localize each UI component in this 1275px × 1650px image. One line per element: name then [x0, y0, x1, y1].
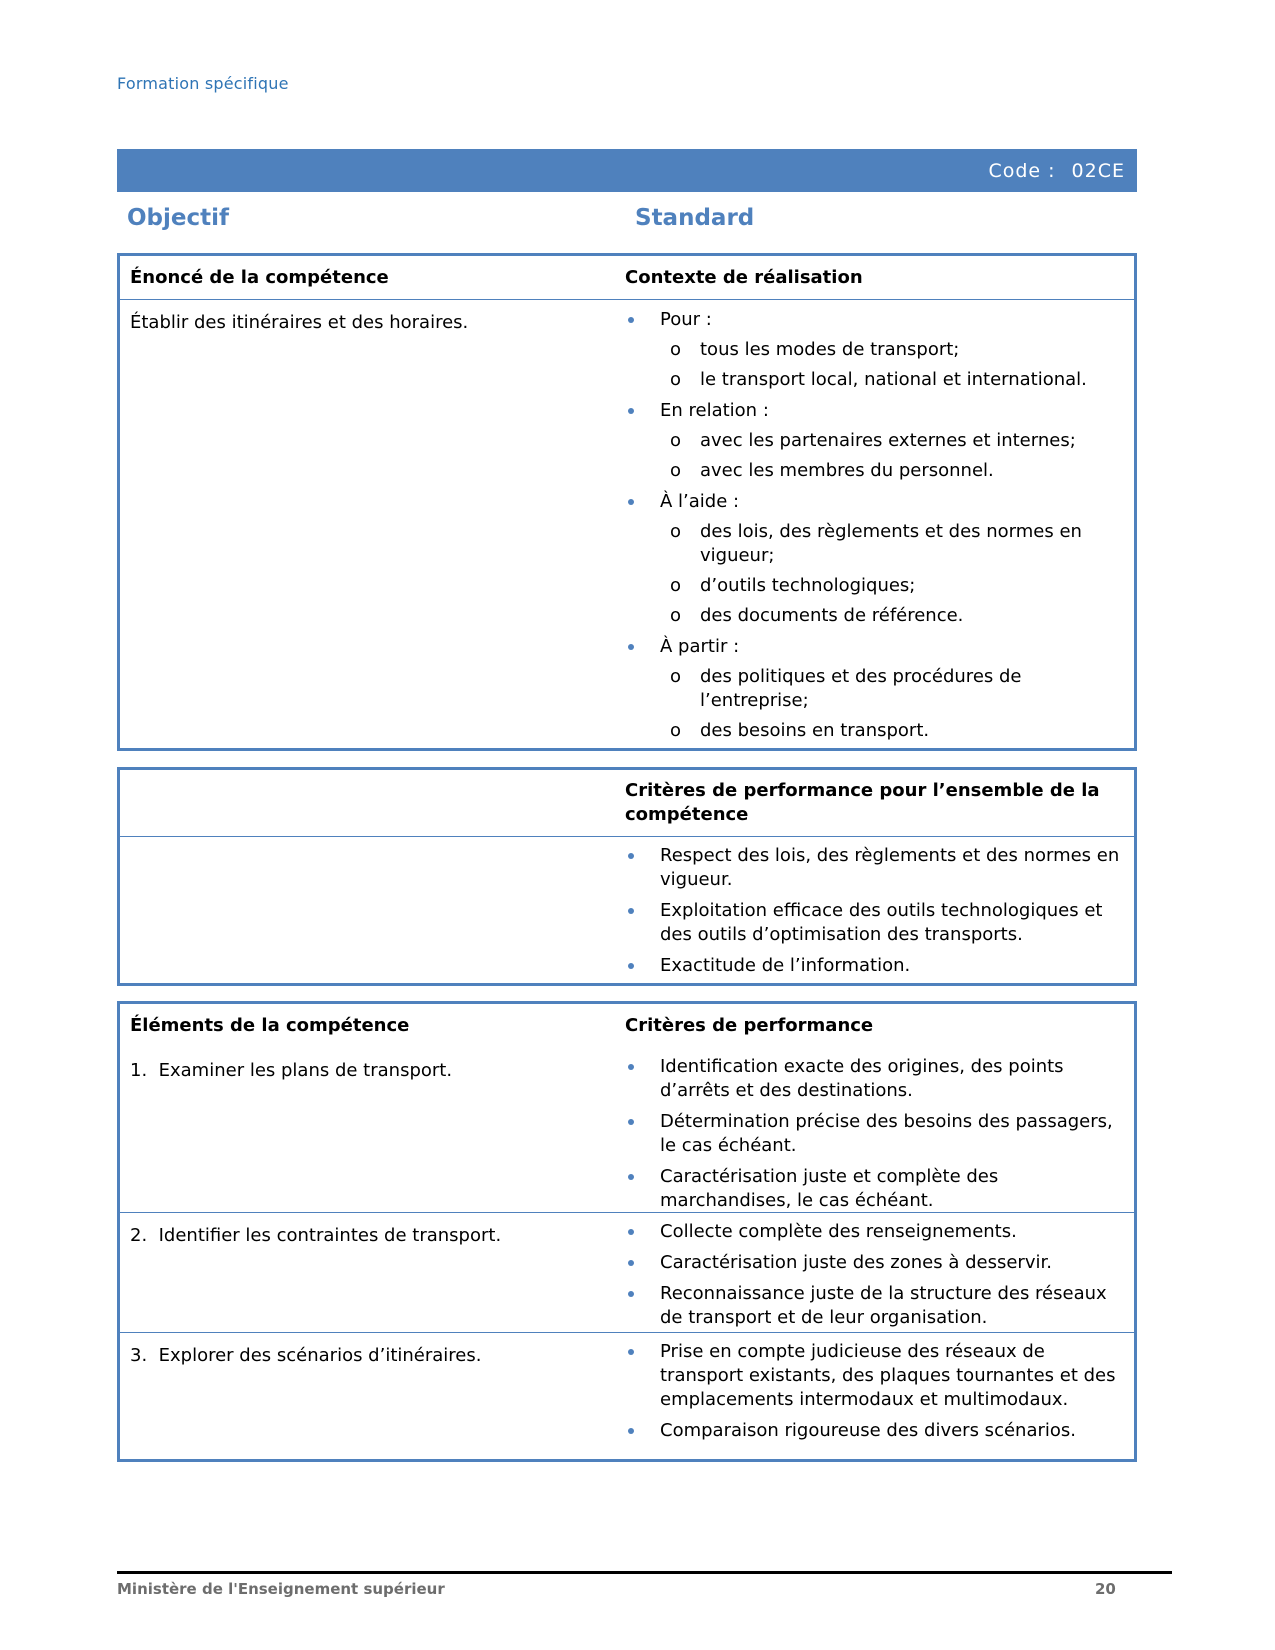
table-criteres-ensemble — [117, 767, 1137, 986]
list-item-text: À l’aide : — [660, 491, 740, 512]
table-row — [120, 1048, 1134, 1212]
list-item-text: À partir : — [660, 636, 740, 657]
list-item — [625, 308, 1124, 392]
sub-list-item — [660, 429, 1124, 453]
code-bar — [117, 149, 1137, 192]
sub-bullet-icon: o — [670, 605, 682, 626]
sub-list-item — [660, 338, 1124, 362]
bullet-icon — [628, 1229, 634, 1235]
sub-bullet-icon: o — [670, 720, 682, 741]
list-item-text: Respect des lois, des règlements et des normes en vigueur. — [660, 845, 1120, 890]
sub-list-item — [660, 604, 1124, 628]
criteres-list — [625, 1220, 1134, 1332]
section-headings — [117, 205, 1137, 241]
bullet-icon — [628, 499, 634, 505]
sub-list-item-text: des documents de référence. — [700, 605, 964, 626]
list-item — [625, 899, 1124, 947]
list-item — [625, 399, 1124, 483]
enonce-text: Établir des itinéraires et des horaires. — [130, 312, 469, 333]
list-item — [625, 844, 1124, 892]
sub-bullet-icon: o — [670, 460, 682, 481]
sub-list-item — [660, 665, 1124, 713]
contexte-list — [625, 308, 1134, 749]
sub-list-item-text: avec les partenaires externes et internes; — [700, 430, 1076, 451]
sub-bullet-icon: o — [670, 666, 682, 687]
criteres-header: Critères de performance — [625, 1015, 874, 1036]
criteres-ensemble-list — [625, 844, 1134, 978]
element-text: 3. Explorer des scénarios d’itinéraires. — [130, 1345, 482, 1366]
sub-list-item-text: des besoins en transport. — [700, 720, 930, 741]
element-text: 2. Identifier les contraintes de transport. — [130, 1225, 502, 1246]
bullet-icon — [628, 1119, 634, 1125]
list-item-text: Détermination précise des besoins des passagers, le cas échéant. — [660, 1111, 1113, 1156]
sub-list-item — [660, 368, 1124, 392]
bullet-icon — [628, 1064, 634, 1070]
list-item-text: Caractérisation juste et complète des marchandises, le cas échéant. — [660, 1166, 999, 1211]
list-item — [625, 1282, 1124, 1330]
bullet-icon — [628, 963, 634, 969]
sub-list-item — [660, 520, 1124, 568]
list-item — [625, 490, 1124, 628]
elements-header: Éléments de la compétence — [130, 1015, 410, 1036]
sub-bullet-icon: o — [670, 339, 682, 360]
list-item-text: Reconnaissance juste de la structure des réseaux de transport et de leur organisation. — [660, 1283, 1107, 1328]
table-enonce-contexte — [117, 253, 1137, 751]
sub-list-item — [660, 574, 1124, 598]
sub-list-item-text: le transport local, national et international. — [700, 369, 1087, 390]
sub-list-item-text: avec les membres du personnel. — [700, 460, 994, 481]
bullet-icon — [628, 1174, 634, 1180]
sub-list-item-text: tous les modes de transport; — [700, 339, 960, 360]
list-item-text: Caractérisation juste des zones à desservir. — [660, 1252, 1052, 1273]
bullet-icon — [628, 408, 634, 414]
bullet-icon — [628, 1260, 634, 1266]
criteres-ensemble-header: Critères de performance pour l’ensemble de la compétence — [625, 780, 1100, 825]
contexte-header: Contexte de réalisation — [625, 266, 863, 288]
sub-bullet-icon: o — [670, 575, 682, 596]
bullet-icon — [628, 853, 634, 859]
list-item — [625, 1110, 1124, 1158]
sub-list-item — [660, 459, 1124, 483]
sub-list-item-text: d’outils technologiques; — [700, 575, 916, 596]
page-number: 20 — [1095, 1580, 1116, 1598]
bullet-icon — [628, 1291, 634, 1297]
list-item — [625, 1251, 1124, 1275]
list-item-text: Identification exacte des origines, des points d’arrêts et des destinations. — [660, 1056, 1064, 1101]
list-item — [625, 1055, 1124, 1103]
standard-heading: Standard — [635, 205, 755, 231]
sub-bullet-icon: o — [670, 369, 682, 390]
sub-list-item-text: des lois, des règlements et des normes en vigueur; — [700, 521, 1082, 566]
sub-bullet-icon: o — [670, 430, 682, 451]
list-item — [625, 1220, 1124, 1244]
code-value: 02CE — [1071, 159, 1125, 182]
list-item-text: Comparaison rigoureuse des divers scénarios. — [660, 1420, 1076, 1441]
list-item-text: Prise en compte judicieuse des réseaux de transport existants, des plaques tournantes et des emplacements intermodaux et multimodaux. — [660, 1341, 1116, 1410]
list-item — [625, 635, 1124, 743]
list-item — [625, 954, 1124, 978]
list-item — [625, 1419, 1124, 1443]
running-title: Formation spécifique — [117, 74, 289, 93]
bullet-icon — [628, 1349, 634, 1355]
list-item-text: Pour : — [660, 309, 712, 330]
enonce-header: Énoncé de la compétence — [130, 266, 389, 288]
bullet-icon — [628, 644, 634, 650]
list-item — [625, 1165, 1124, 1213]
footer-rule — [117, 1571, 1172, 1574]
sub-bullet-icon: o — [670, 521, 682, 542]
list-item-text: Exactitude de l’information. — [660, 955, 911, 976]
objectif-heading: Objectif — [127, 205, 230, 231]
sub-list-item — [660, 719, 1124, 743]
sub-list-item-text: des politiques et des procédures de l’entreprise; — [700, 666, 1022, 711]
table-elements-criteres — [117, 1001, 1137, 1462]
bullet-icon — [628, 908, 634, 914]
bullet-icon — [628, 1428, 634, 1434]
element-text: 1. Examiner les plans de transport. — [130, 1060, 453, 1081]
footer-ministry: Ministère de l'Enseignement supérieur — [117, 1580, 445, 1598]
bullet-icon — [628, 317, 634, 323]
table-row — [120, 1212, 1134, 1332]
list-item-text: Collecte complète des renseignements. — [660, 1221, 1017, 1242]
table-row — [120, 1332, 1134, 1460]
empty-cell — [120, 844, 625, 978]
criteres-list — [625, 1340, 1134, 1460]
list-item-text: En relation : — [660, 400, 769, 421]
list-item-text: Exploitation efficace des outils technologiques et des outils d’optimisation des transports. — [660, 900, 1103, 945]
criteres-list — [625, 1055, 1134, 1212]
list-item — [625, 1340, 1124, 1412]
code-label: Code : — [988, 159, 1056, 182]
